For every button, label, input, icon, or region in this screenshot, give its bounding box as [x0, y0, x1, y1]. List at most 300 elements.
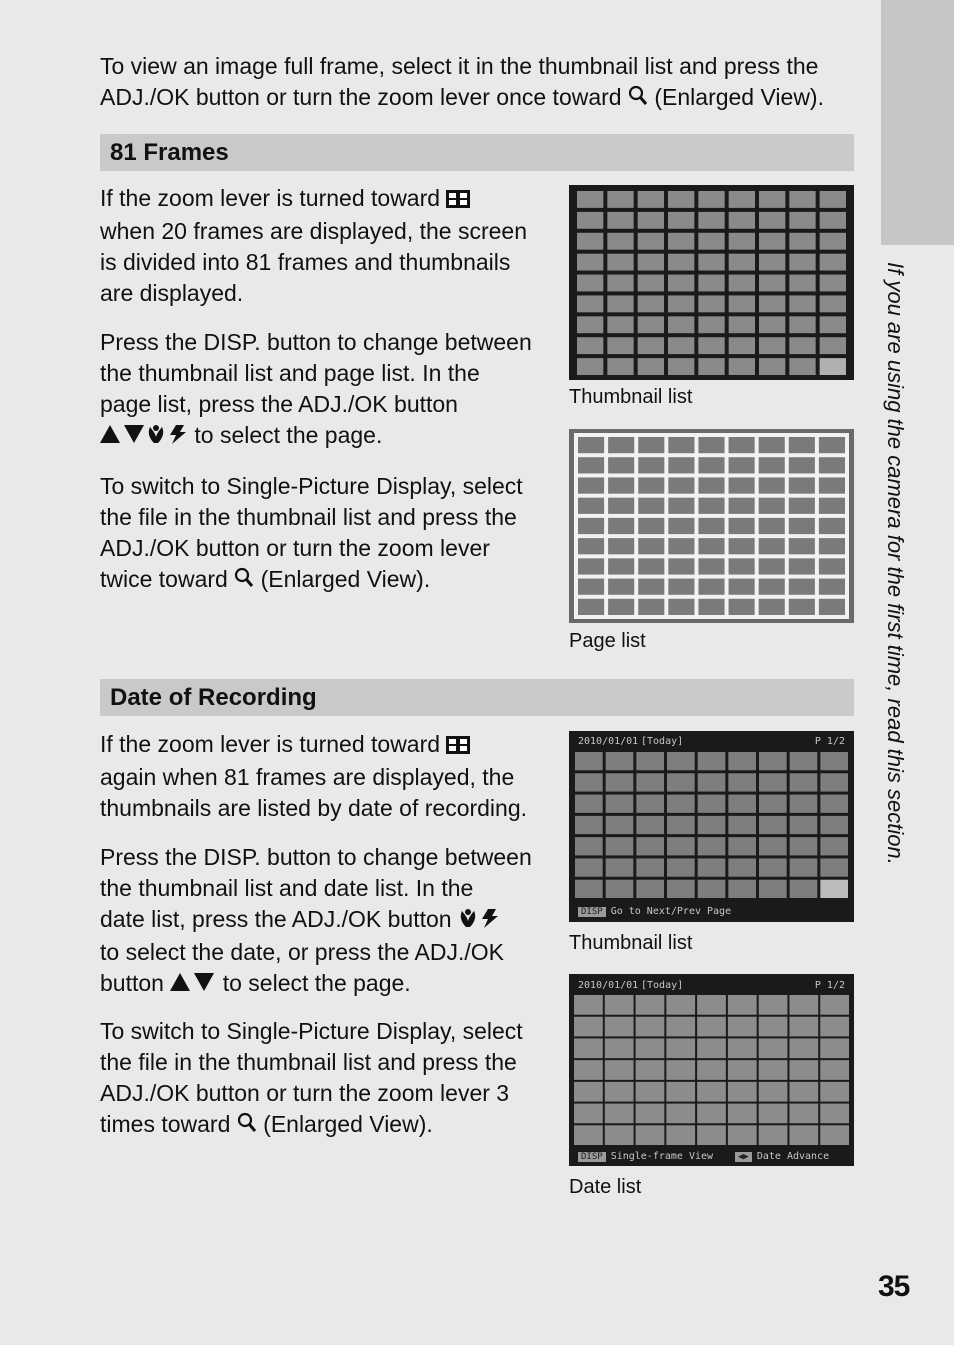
date-list-cell: [789, 1104, 818, 1124]
thumbnail-cell: [577, 233, 603, 250]
s1-paragraph-3: [100, 471, 523, 597]
date-thumbnail-cell: [667, 795, 695, 813]
page-cell: [698, 498, 724, 514]
thumbnail-cell: [668, 358, 694, 375]
thumbnail-cell: [638, 212, 664, 229]
date-thumbnail-cell: [636, 795, 664, 813]
date-thumbnail-cell: [728, 795, 756, 813]
date-thumbnail-cell: [575, 837, 603, 855]
date-list-cell: [605, 1060, 634, 1080]
date-list-cell: [605, 1125, 634, 1145]
date-list-cell: [574, 1125, 603, 1145]
page-cell: [729, 477, 755, 493]
date-list-cell: [636, 1038, 665, 1058]
page-cell: [819, 457, 845, 473]
intro-line-2-end: (Enlarged View).: [654, 84, 824, 110]
page-cell: [759, 477, 785, 493]
thumbnail-cell: [668, 233, 694, 250]
page-cell: [759, 579, 785, 595]
thumbnail-cell: [820, 254, 846, 271]
thumbnail-cell: [668, 275, 694, 292]
date-thumbnail-cell: [698, 752, 726, 770]
thumbnail-cell: [577, 358, 603, 375]
s2p1-line-1: If the zoom lever is turned toward: [100, 731, 441, 757]
date-list-cell: [636, 1082, 665, 1102]
page-cell: [608, 457, 634, 473]
thumbnail-cell: [729, 254, 755, 271]
thumbnail-cell: [759, 275, 785, 292]
date-thumbnail-cell: [636, 880, 664, 898]
s1p3-line-2: the file in the thumbnail list and press the: [100, 504, 517, 530]
page-cell: [578, 538, 604, 554]
date-thumbnail-cell: [698, 837, 726, 855]
page-cell: [578, 579, 604, 595]
thumbnail-cell: [789, 254, 815, 271]
page-cell: [608, 518, 634, 534]
footer-hint: Go to Next/Prev Page: [610, 906, 732, 917]
thumbnail-cell: [607, 212, 633, 229]
date-list-cell: [728, 1060, 757, 1080]
thumbnail-cell: [607, 233, 633, 250]
page-cell: [698, 538, 724, 554]
page-cell: [668, 477, 694, 493]
date-thumbnail-cell: [759, 837, 787, 855]
page-cell: [578, 498, 604, 514]
thumbnail-cell: [789, 337, 815, 354]
page-cell: [789, 579, 815, 595]
thumbnail-cell: [698, 233, 724, 250]
thumbnail-cell: [789, 212, 815, 229]
screen-page-indicator: P 1/2: [814, 980, 845, 991]
s1p1-line-3: is divided into 81 frames and thumbnails: [100, 249, 511, 275]
thumbnail-cell: [638, 191, 664, 208]
page-cell: [668, 599, 694, 615]
page-cell: [608, 538, 634, 554]
date-list-cell: [605, 1082, 634, 1102]
page-cell: [729, 579, 755, 595]
thumbnail-cell: [698, 191, 724, 208]
page-cell: [608, 579, 634, 595]
date-thumbnail-cell: [790, 858, 818, 876]
date-thumbnail-cell: [820, 816, 848, 834]
s1p3-line-3: ADJ./OK button or turn the zoom lever: [100, 535, 490, 561]
page-cell: [638, 579, 664, 595]
date-thumbnail-cell: [636, 837, 664, 855]
thumbnail-cell: [820, 233, 846, 250]
date-list-cell: [574, 1060, 603, 1080]
date-list-cell: [605, 995, 634, 1015]
date-thumbnail-cell: [667, 773, 695, 791]
thumbnail-cell: [577, 275, 603, 292]
intro-paragraph: [100, 51, 824, 115]
thumbnail-cell: [577, 212, 603, 229]
date-list-cell: [728, 1104, 757, 1124]
page-cell: [698, 558, 724, 574]
page-cell: [578, 457, 604, 473]
date-list-cell: [636, 1125, 665, 1145]
thumbnail-grid: [569, 185, 854, 380]
screen-today-tag: [Today]: [641, 980, 684, 991]
s1p1-line-4: are displayed.: [100, 280, 244, 306]
s1p1-line-2: when 20 frames are displayed, the screen: [100, 218, 528, 244]
page-cell: [638, 498, 664, 514]
date-thumbnail-cell: [820, 880, 848, 898]
date-list-cell: [728, 1082, 757, 1102]
thumbnail-cell: [577, 337, 603, 354]
date-list-cell: [759, 1082, 788, 1102]
thumbnail-cell: [759, 254, 785, 271]
s1p3-line-4: twice toward: [100, 566, 228, 592]
screen-date: 2010/01/01: [578, 736, 639, 747]
date-list-cell: [789, 995, 818, 1015]
screen-footer-left: [578, 1151, 713, 1162]
date-thumbnail-cell: [728, 858, 756, 876]
date-thumbnail-cell: [698, 858, 726, 876]
thumbnail-cell: [668, 254, 694, 271]
page-cell: [668, 558, 694, 574]
s2p2-line-2: the thumbnail list and date list. In the: [100, 875, 474, 901]
thumbnail-cell: [729, 212, 755, 229]
caption-thumbnail-list: Thumbnail list: [569, 386, 693, 408]
date-list-cell: [697, 1104, 726, 1124]
date-thumbnail-cell: [698, 816, 726, 834]
page-cell: [638, 518, 664, 534]
thumbnail-cell: [638, 295, 664, 312]
thumbnail-cell: [698, 254, 724, 271]
thumbnail-cell: [820, 295, 846, 312]
thumbnail-cell: [698, 316, 724, 333]
date-thumbnail-cell: [728, 816, 756, 834]
page-cell: [698, 437, 724, 453]
date-list-cell: [820, 1104, 849, 1124]
thumbnail-cell: [638, 233, 664, 250]
page-cell: [668, 457, 694, 473]
date-list-cell: [789, 1060, 818, 1080]
thumbnail-cell: [638, 358, 664, 375]
page-cell: [668, 538, 694, 554]
flash-icon: [170, 425, 186, 444]
page-cell: [789, 498, 815, 514]
thumbnail-cell: [698, 337, 724, 354]
date-thumbnail-cell: [698, 795, 726, 813]
page-cell: [578, 558, 604, 574]
date-list-cell: [789, 1082, 818, 1102]
s2p2-line-5-end: to select the page.: [222, 970, 411, 996]
page-cell: [819, 498, 845, 514]
page-cell: [789, 599, 815, 615]
thumbnail-cell: [668, 212, 694, 229]
zoom-in-icon: [628, 84, 648, 115]
page-cell: [668, 498, 694, 514]
date-thumbnail-cell: [575, 858, 603, 876]
s1p3-line-4-end: (Enlarged View).: [260, 566, 431, 592]
thumbnail-cell: [638, 254, 664, 271]
zoom-in-icon: [237, 1111, 257, 1142]
page-cell: [759, 498, 785, 514]
date-thumbnail-cell: [667, 858, 695, 876]
thumbnail-cell: [638, 275, 664, 292]
date-thumbnail-cell: [759, 773, 787, 791]
thumbnail-cell: [789, 275, 815, 292]
date-thumbnail-cell: [667, 880, 695, 898]
up-arrow-icon: [170, 973, 190, 991]
date-thumbnail-cell: [606, 752, 634, 770]
date-list-cell: [759, 1060, 788, 1080]
date-thumbnail-cell: [790, 773, 818, 791]
caption-date-list: Date list: [569, 1176, 642, 1198]
thumbnail-list-screen-81: [569, 185, 854, 380]
date-thumbnail-cell: [759, 752, 787, 770]
page-cell: [578, 477, 604, 493]
thumbnail-cell: [607, 295, 633, 312]
date-thumbnail-cell: [728, 837, 756, 855]
thumbnail-cell: [759, 337, 785, 354]
date-thumbnail-cell: [820, 858, 848, 876]
date-list-cell: [697, 1082, 726, 1102]
screen-footer: [578, 906, 731, 917]
page-cell: [759, 518, 785, 534]
date-thumbnail-cell: [667, 752, 695, 770]
screen-today-tag: [Today]: [641, 736, 684, 747]
up-down-arrows-icon: [170, 970, 216, 1001]
page-cell: [729, 457, 755, 473]
date-list-cell: [820, 1038, 849, 1058]
screen-page-indicator: P 1/2: [814, 736, 845, 747]
thumbnail-cell: [729, 275, 755, 292]
page-cell: [638, 437, 664, 453]
page-cell: [759, 599, 785, 615]
thumbnail-cell: [698, 275, 724, 292]
date-list-cell: [666, 1060, 695, 1080]
thumbnail-cell: [729, 233, 755, 250]
thumbnail-cell: [789, 316, 815, 333]
s2p3-line-3: ADJ./OK button or turn the zoom lever 3: [100, 1080, 510, 1106]
s2p3-line-4: times toward: [100, 1111, 231, 1137]
date-thumbnail-cell: [790, 837, 818, 855]
thumbnail-cell: [577, 316, 603, 333]
date-thumbnail-cell: [606, 795, 634, 813]
date-list-cell: [728, 1125, 757, 1145]
caption-date-thumbnail-list: Thumbnail list: [569, 932, 693, 954]
thumbnail-cell: [820, 212, 846, 229]
s1p2-line-3: page list, press the ADJ./OK button: [100, 391, 458, 417]
date-list-cell: [666, 1038, 695, 1058]
date-thumbnail-cell: [698, 880, 726, 898]
date-thumbnail-cell: [606, 773, 634, 791]
date-list-cell: [820, 1125, 849, 1145]
date-list-cell: [697, 1125, 726, 1145]
date-list-cell: [574, 995, 603, 1015]
page-cell: [819, 599, 845, 615]
date-thumbnail-cell: [636, 858, 664, 876]
page-cell: [789, 437, 815, 453]
thumbnail-cell: [638, 337, 664, 354]
date-thumbnail-cell: [667, 816, 695, 834]
date-list-cell: [666, 1125, 695, 1145]
date-thumbnail-cell: [636, 773, 664, 791]
date-thumbnail-cell: [790, 816, 818, 834]
page-cell: [819, 558, 845, 574]
thumbnail-cell: [820, 316, 846, 333]
date-thumbnail-cell: [575, 880, 603, 898]
thumbnail-cell: [789, 358, 815, 375]
date-list-cell: [605, 1104, 634, 1124]
date-list-cell: [574, 1017, 603, 1037]
page-cell: [789, 558, 815, 574]
footer-hint-right: Date Advance: [756, 1151, 830, 1162]
thumbnail-cell: [759, 233, 785, 250]
screen-date: 2010/01/01: [578, 980, 639, 991]
date-thumbnail-cell: [790, 752, 818, 770]
thumbnail-cell: [789, 191, 815, 208]
date-list-cell: [789, 1017, 818, 1037]
down-arrow-icon: [194, 973, 214, 991]
date-thumbnail-grid: [569, 731, 854, 922]
s1p1-line-1: If the zoom lever is turned toward: [100, 185, 441, 211]
thumbnail-cell: [577, 295, 603, 312]
date-list-cell: [820, 1082, 849, 1102]
thumbnail-cell: [668, 295, 694, 312]
page-cell: [729, 599, 755, 615]
thumbnail-cell: [668, 316, 694, 333]
page-cell: [638, 538, 664, 554]
thumbnail-cell: [759, 316, 785, 333]
date-list-cell: [759, 1038, 788, 1058]
page-cell: [729, 498, 755, 514]
thumbnail-cell: [577, 191, 603, 208]
date-list-cell: [759, 995, 788, 1015]
thumbnail-cell: [577, 254, 603, 271]
page-cell: [759, 457, 785, 473]
page-cell: [729, 518, 755, 534]
date-thumbnail-cell: [636, 816, 664, 834]
date-thumbnail-cell: [575, 816, 603, 834]
date-thumbnail-cell: [728, 773, 756, 791]
caption-page-list: Page list: [569, 630, 646, 652]
s2p3-line-1: To switch to Single-Picture Display, select: [100, 1018, 523, 1044]
disp-button-chip: DISP: [578, 1152, 606, 1162]
date-list-cell: [789, 1038, 818, 1058]
date-thumbnail-cell: [728, 752, 756, 770]
date-list-cell: [759, 1104, 788, 1124]
page-cell: [638, 558, 664, 574]
page-cell: [759, 538, 785, 554]
s1p3-line-1: To switch to Single-Picture Display, select: [100, 473, 523, 499]
thumbnail-cell: [759, 295, 785, 312]
intro-line-2: ADJ./OK button or turn the zoom lever once toward: [100, 84, 622, 110]
page-list-screen: [569, 429, 854, 623]
date-list-cell: [574, 1082, 603, 1102]
screen-footer-right: [735, 1151, 829, 1162]
thumbnail-cell: [789, 295, 815, 312]
page-cell: [698, 599, 724, 615]
thumbnail-cell: [759, 191, 785, 208]
thumbnail-cell: [729, 191, 755, 208]
thumbnail-cell: [668, 191, 694, 208]
page-cell: [608, 599, 634, 615]
page-cell: [729, 538, 755, 554]
date-thumbnail-cell: [606, 837, 634, 855]
thumbnail-view-icon: [446, 731, 470, 762]
thumbnail-cell: [729, 337, 755, 354]
date-list-screen: [569, 974, 854, 1166]
date-thumbnail-cell: [575, 795, 603, 813]
date-thumbnail-cell: [820, 795, 848, 813]
date-thumbnail-cell: [759, 795, 787, 813]
date-list-cell: [697, 1060, 726, 1080]
s2p2-line-1: Press the DISP. button to change between: [100, 844, 532, 870]
date-list-cell: [636, 1017, 665, 1037]
zoom-in-icon: [234, 566, 254, 597]
direction-arrows-icon: [100, 422, 188, 453]
date-list-cell: [728, 995, 757, 1015]
date-thumbnail-list-screen: [569, 731, 854, 922]
date-thumbnail-cell: [636, 752, 664, 770]
section-tab: [881, 0, 954, 245]
page-cell: [578, 437, 604, 453]
date-list-cell: [666, 1082, 695, 1102]
s2p2-line-3: date list, press the ADJ./OK button: [100, 906, 452, 932]
page-cell: [608, 477, 634, 493]
s2p3-line-2: the file in the thumbnail list and press the: [100, 1049, 517, 1075]
thumbnail-cell: [607, 358, 633, 375]
thumbnail-cell: [820, 275, 846, 292]
page-cell: [729, 558, 755, 574]
date-list-cell: [636, 995, 665, 1015]
date-thumbnail-cell: [759, 858, 787, 876]
date-list-cell: [605, 1017, 634, 1037]
date-list-cell: [574, 1104, 603, 1124]
date-list-cell: [728, 1038, 757, 1058]
section-heading-date-of-recording: Date of Recording: [100, 679, 854, 716]
date-thumbnail-cell: [790, 880, 818, 898]
date-list-cell: [574, 1038, 603, 1058]
thumbnail-cell: [607, 337, 633, 354]
page-cell: [729, 437, 755, 453]
page-cell: [819, 518, 845, 534]
s1-paragraph-1: [100, 183, 527, 309]
page-cell: [698, 477, 724, 493]
page-grid: [569, 429, 854, 623]
thumbnail-cell: [729, 295, 755, 312]
date-thumbnail-cell: [606, 880, 634, 898]
thumbnail-cell: [638, 316, 664, 333]
page-cell: [698, 518, 724, 534]
page-cell: [789, 477, 815, 493]
s2p3-line-4-end: (Enlarged View).: [263, 1111, 433, 1137]
date-list-cell: [820, 1017, 849, 1037]
s1p2-line-4: to select the page.: [194, 422, 383, 448]
date-list-cell: [820, 995, 849, 1015]
page-cell: [759, 437, 785, 453]
page-cell: [668, 437, 694, 453]
page-cell: [578, 599, 604, 615]
date-thumbnail-cell: [667, 837, 695, 855]
s2-paragraph-3: [100, 1016, 523, 1142]
date-thumbnail-cell: [606, 858, 634, 876]
section-heading-81-frames: 81 Frames: [100, 134, 854, 171]
s2-paragraph-2: [100, 842, 532, 1001]
flash-icon: [482, 909, 498, 928]
intro-line-1: To view an image full frame, select it in the thumbnail list and press the: [100, 53, 819, 79]
s2p2-line-5: button: [100, 970, 164, 996]
page-cell: [668, 579, 694, 595]
thumbnail-cell: [759, 358, 785, 375]
page-cell: [819, 538, 845, 554]
date-thumbnail-cell: [820, 837, 848, 855]
thumbnail-cell: [759, 212, 785, 229]
macro-icon: [461, 909, 475, 927]
